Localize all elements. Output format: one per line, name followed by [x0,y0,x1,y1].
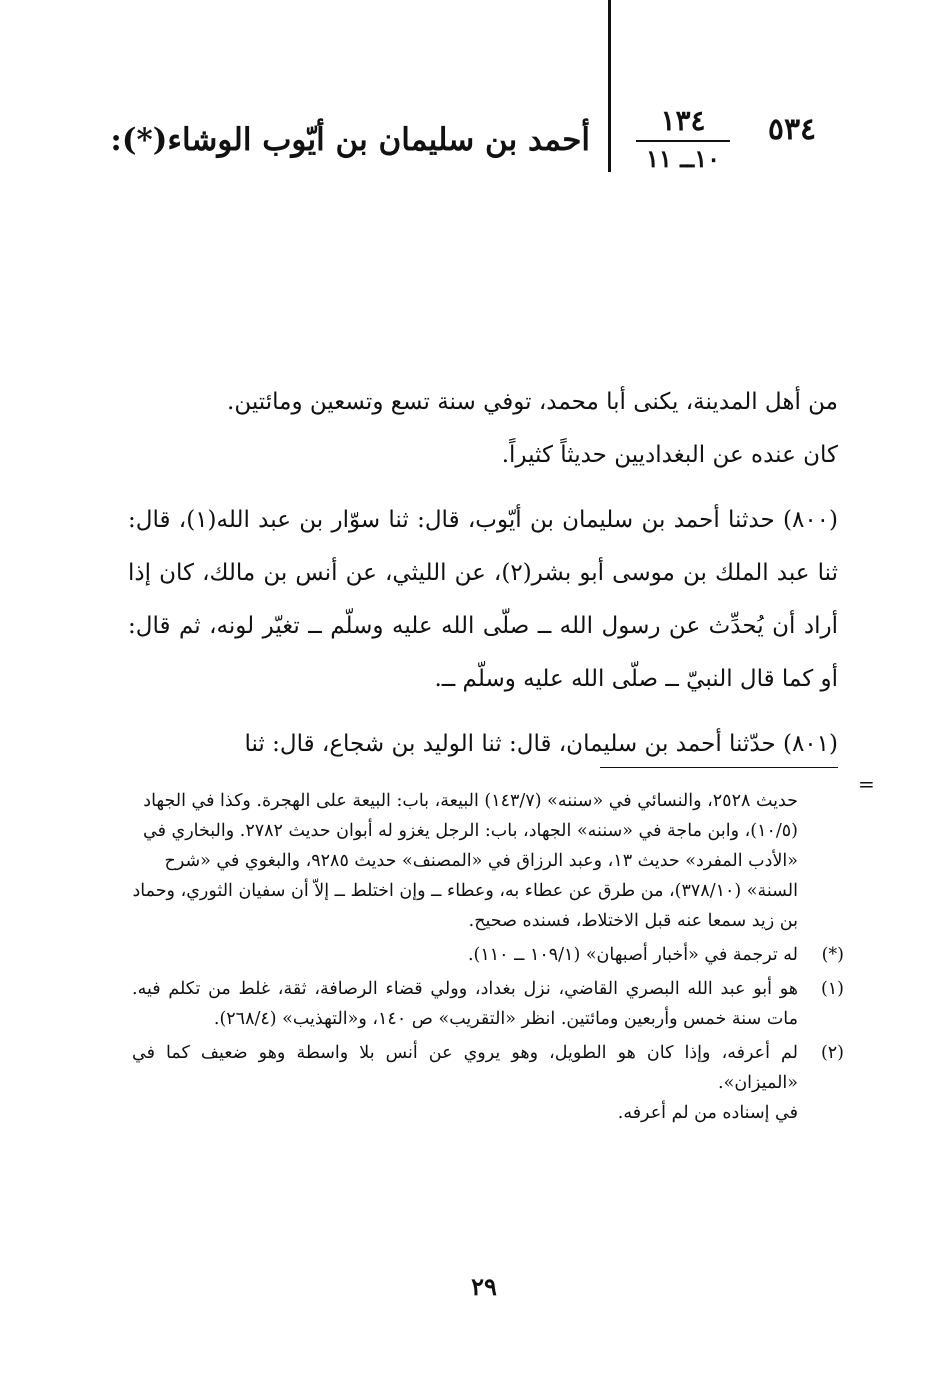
footnote-mark: (١) [820,979,844,999]
footnote-2 [132,1038,844,1128]
footnote-text: له ترجمة في «أخبار أصبهان» (١٠٩/١ ــ ١١٠). [467,945,798,965]
footnote-text: لم أعرفه، وإذا كان هو الطويل، وهو يروي عن أنس بلا واسطة وهو ضعيف كما في «الميزان». [132,1043,798,1093]
reference-fraction [636,104,730,174]
fraction-bar [636,140,730,142]
intro-line-1: من أهل المدينة، يكنى أبا محمد، توفي سنة تسع وتسعين ومائتين. [227,389,838,415]
page-number: ٢٩ [471,1272,497,1301]
footnote-text-extra: في إسناده من لم أعرفه. [617,1103,798,1123]
hadith-800: (٨٠٠) حدثنا أحمد بن سليمان بن أيّوب، قال: ثنا سوّار بن عبد الله(١)، قال: ثنا عبد الملك بن موسى أبو بشر(٢)، عن الليثي، عن أنس بن مالك، كان إذا أراد أن يُحدِّث عن رسول الله ــ صلّى الله عليه وسلّم ــ تغيّر لونه، ثم قال: أو كما قال النبيّ ــ صلّى الله عليه وسلّم ــ. [128,507,839,692]
footnotes [132,786,844,1128]
footnote-continuation-marker: = [858,772,875,796]
footnote-mark: (*) [821,945,844,965]
entry-title: أحمد بن سليمان بن أيّوب الوشاء(*): [110,122,590,158]
hadith-801: (٨٠١) حدّثنا أحمد بن سليمان، قال: ثنا الوليد بن شجاع، قال: ثنا [244,731,838,757]
fraction-numerator: ١٣٤ [660,104,706,137]
entry-number: ٥٣٤ [767,112,817,147]
main-text [128,376,838,771]
footnote-mark: (٢) [820,1043,844,1063]
footnote-star [132,940,844,970]
header-vertical-rule [608,0,611,172]
intro-line-2: كان عنده عن البغداديين حديثاً كثيراً. [501,442,838,468]
footnote-text: هو أبو عبد الله البصري القاضي، نزل بغداد، وولي قضاء الرصافة، ثقة، غلط من تكلم فيه. مات سنة خمس وأربعين ومائتين. انظر «التقريب» ص ١٤٠، و«التهذيب» (٢٦٨/٤). [132,979,798,1029]
footnote-1 [132,974,844,1034]
footnote-continuation: حديث ٢٥٢٨، والنسائي في «سننه» (١٤٣/٧) البيعة، باب: البيعة على الهجرة. وكذا في الجهاد (١٠/٥)، وابن ماجة في «سننه» الجهاد، باب: الرجل يغزو له أبوان حديث ٢٧٨٢. والبخاري في «الأدب المفرد» حديث ١٣، وعبد الرزاق في «المصنف» حديث ٩٢٨٥، والبغوي في «شرح السنة» (٣٧٨/١٠)، من طرق عن عطاء به، وعطاء ــ وإن اختلط ــ إلاّ أن سفيان الثوري، وحماد بن زيد سمعا عنه قبل الاختلاط، فسنده صحيح. [132,791,798,931]
fraction-denominator: ١٠ــ ١١ [646,144,720,173]
footnote-separator [600,767,838,768]
